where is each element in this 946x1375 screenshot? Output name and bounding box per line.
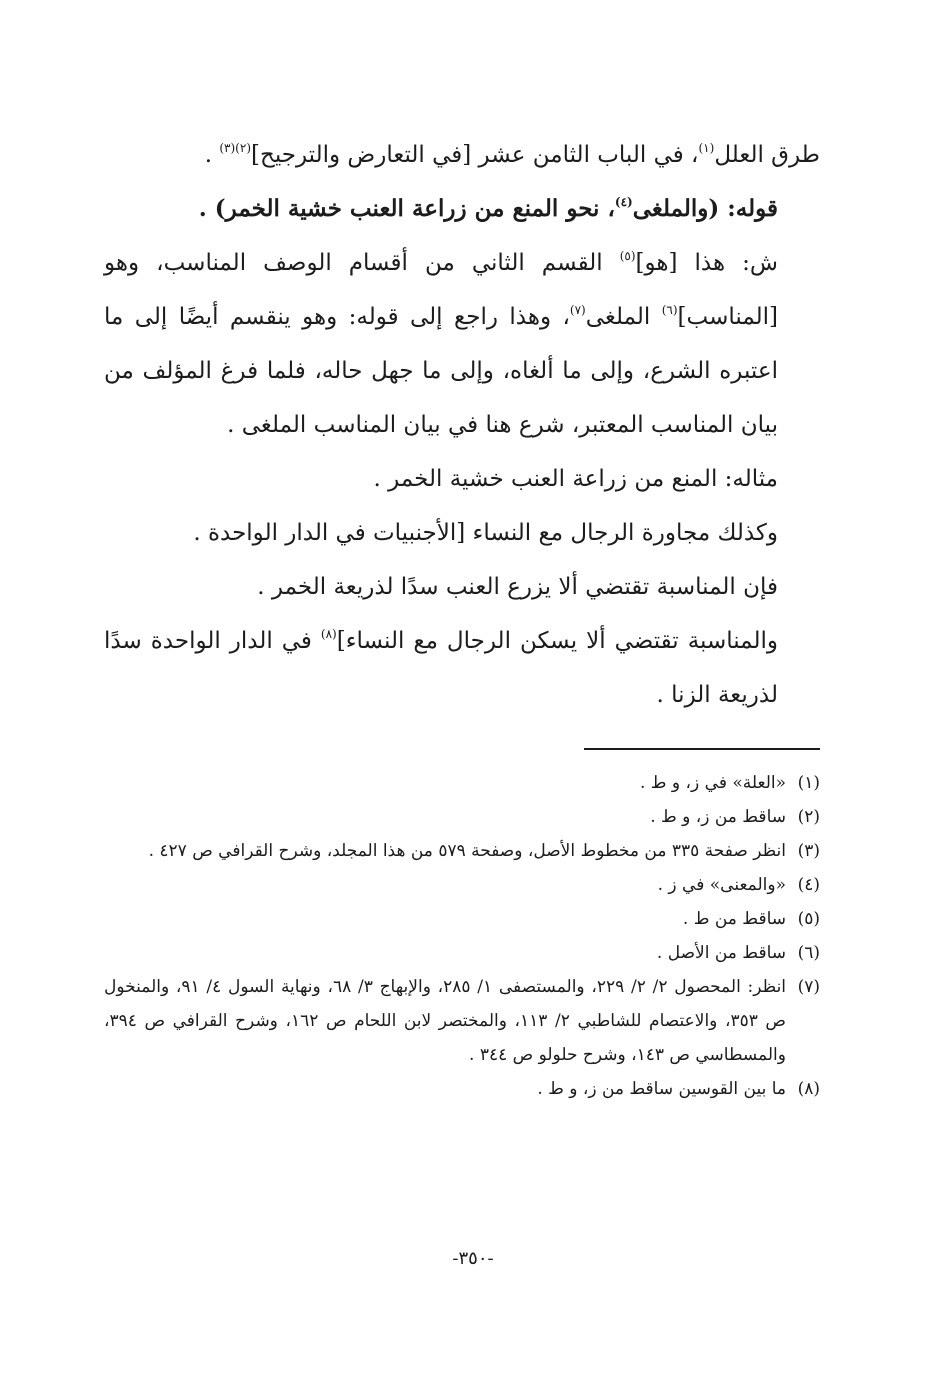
text-run: ، نحو المنع من زراعة العنب خشية الخمر) . bbox=[198, 195, 615, 222]
text-run: ، في الباب الثامن عشر [في التعارض والترجيح] bbox=[251, 142, 699, 168]
footnote-text: ساقط من ط . bbox=[682, 909, 786, 929]
footnote-number: (٨) bbox=[797, 1079, 820, 1099]
footnote-number: (٢) bbox=[797, 807, 820, 827]
footnote bbox=[104, 902, 820, 936]
footnote-ref-1: (١) bbox=[698, 141, 715, 155]
footnotes bbox=[104, 766, 820, 1106]
main-text bbox=[104, 128, 820, 722]
footnote-number: (٤) bbox=[797, 875, 820, 895]
footnote-ref-6: (٦) bbox=[661, 303, 678, 317]
footnote bbox=[104, 936, 820, 970]
paragraph-3 bbox=[104, 236, 820, 452]
paragraph-2-quote bbox=[104, 182, 820, 236]
paragraph-1 bbox=[104, 128, 820, 182]
footnote-text: ساقط من ز، و ط . bbox=[650, 807, 786, 827]
footnote-number: (٧) bbox=[797, 977, 820, 997]
text-run: ش: هذا [هو] bbox=[635, 250, 779, 276]
paragraph-5: وكذلك مجاورة الرجال مع النساء [الأجنبيات في الدار الواحدة . bbox=[193, 520, 778, 546]
text-run: قوله: (والملغى bbox=[632, 195, 778, 222]
paragraph-4: مثاله: المنع من زراعة العنب خشية الخمر . bbox=[373, 466, 778, 492]
footnote bbox=[104, 1072, 820, 1106]
footnote-ref-8: (٨) bbox=[320, 627, 337, 641]
footnote-divider bbox=[584, 748, 820, 750]
footnote bbox=[104, 800, 820, 834]
footnote bbox=[104, 834, 820, 868]
footnote-number: (٥) bbox=[797, 909, 820, 929]
footnote-number: (٦) bbox=[797, 943, 820, 963]
footnote-text: انظر صفحة ٣٣٥ من مخطوط الأصل، وصفحة ٥٧٩ من هذا المجلد، وشرح القرافي ص ٤٢٧ . bbox=[148, 841, 786, 861]
footnote-number: (١) bbox=[797, 773, 820, 793]
footnote-text: انظر: المحصول ٢/ ٢/ ٢٢٩، والمستصفى ١/ ٢٨٥، والإبهاج ٣/ ٦٨، ونهاية السول ٤/ ٩١، والمنخول ص ٣٥٣، والاعتصام للشاطبي ٢/ ١١٣، والمختصر لابن اللحام ص ١٦٢، وشرح القرافي ص ٣٩٤، والمسطاسي ص ١٤٣، وشرح حلولو ص ٣٤٤ . bbox=[104, 977, 787, 1065]
footnote-text: ساقط من الأصل . bbox=[656, 943, 786, 963]
footnote-ref-7: (٧) bbox=[569, 303, 586, 317]
footnote-ref-2-3: (٢)(٣) bbox=[219, 141, 251, 155]
text-run: . bbox=[204, 142, 220, 168]
footnote-ref-4: (٤) bbox=[614, 195, 633, 209]
text-run: القسم الثاني من أقسام الوصف المناسب، وهو [المناسب] bbox=[104, 250, 778, 330]
footnote bbox=[104, 970, 820, 1072]
text-run: طرق العلل bbox=[714, 142, 820, 168]
paragraph-7 bbox=[104, 614, 820, 722]
footnote-ref-5: (٥) bbox=[619, 249, 636, 263]
footnote bbox=[104, 868, 820, 902]
page-number: -٣٥٠- bbox=[452, 1248, 494, 1269]
text-run: والمناسبة تقتضي ألا يسكن الرجال مع النساء] bbox=[336, 628, 778, 654]
footnote-text: ما بين القوسين ساقط من ز، و ط . bbox=[537, 1079, 786, 1099]
footnote-text: «والمعنى» في ز . bbox=[657, 875, 786, 895]
page-content bbox=[104, 128, 820, 1106]
footnote bbox=[104, 766, 820, 800]
footnote-number: (٣) bbox=[797, 841, 820, 861]
text-run: ، وهذا راجع إلى قوله: وهو ينقسم أيضًا إلى ما اعتبره الشرع، وإلى ما ألغاه، وإلى ما جهل حاله، فلما فرغ المؤلف من بيان المناسب المعتبر، شرع هنا في بيان المناسب الملغى . bbox=[104, 304, 778, 438]
footnote-text: «العلة» في ز، و ط . bbox=[640, 773, 786, 793]
text-run: في الدار الواحدة سدًا لذريعة الزنا . bbox=[104, 628, 778, 708]
text-run: الملغى bbox=[585, 304, 662, 330]
paragraph-6: فإن المناسبة تقتضي ألا يزرع العنب سدًا لذريعة الخمر . bbox=[257, 574, 778, 600]
